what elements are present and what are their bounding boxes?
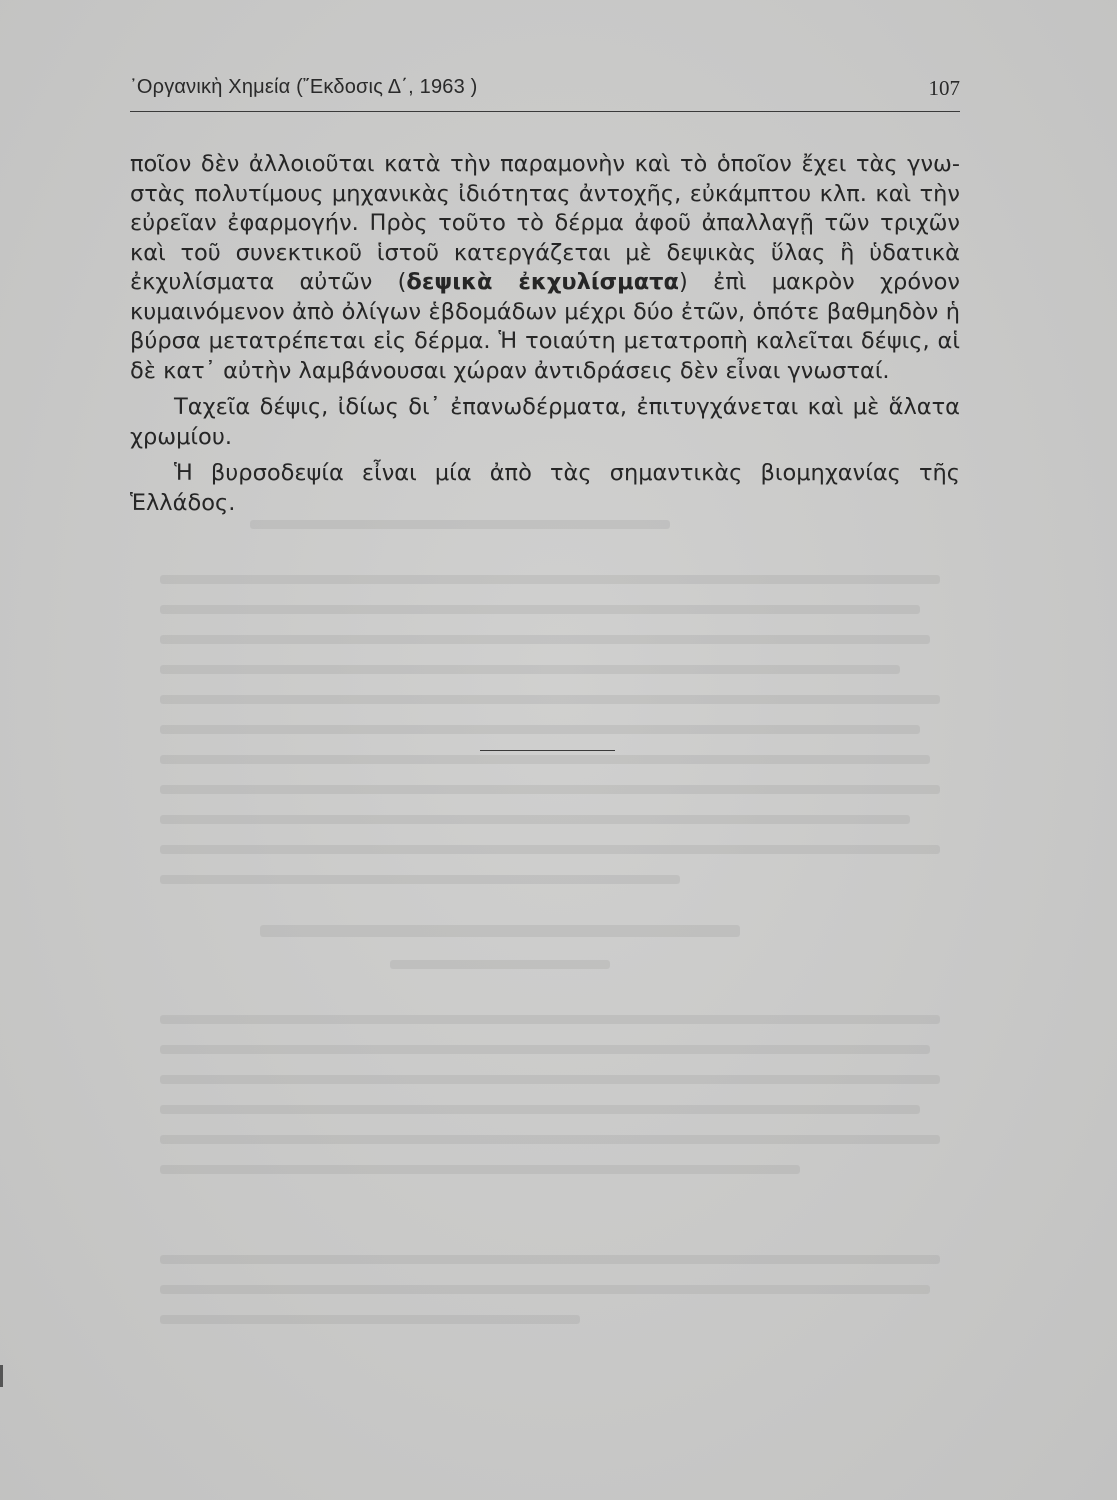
reverse-side-bleed-through: [160, 520, 960, 1420]
paragraph-1-text-before: ποῖον δὲν ἀλλοιοῦται κατὰ τὴν παραμονὴν καὶ τὸ ὁποῖον ἔχει τὰς γνωστὰς πολυτίμους μηχανικὰς ἰδιότητας ἀντοχῆς, εὐκάμπτου κλπ. καὶ τὴν εὐρεῖαν ἐφαρμογήν. Πρὸς τοῦτο τὸ δέρμα ἀφοῦ ἀπαλλαγῇ τῶν τριχῶν καὶ τοῦ συνεκτικοῦ ἱστοῦ κατεργάζεται μὲ δεψικὰς ὕλας ἢ ὑδατικὰ ἐκχυλίσματα αὐτῶν (: [130, 151, 960, 295]
running-title: ᾿Οργανικὴ Χημεία (῎Εκδοσις Δ΄, 1963 ): [130, 76, 478, 98]
paragraph-1-text-after: ) ἐπὶ μακρὸν χρόνον κυμαινόμενον ἀπὸ ὀλίγων ἑβδομάδων μέχρι δύο ἐτῶν, ὁπότε βαθμηδὸν ἡ βύρσα μετατρέπεται εἰς δέρμα. Ἡ τοιαύτη μετατροπὴ καλεῖται δέψις, αἱ δὲ κατ᾿ αὐτὴν λαμβάνουσαι χώραν ἀντιδράσεις δὲν εἶναι γνωσταί.: [130, 269, 960, 384]
running-header: [130, 76, 960, 106]
paragraph-3: Ἡ βυρσοδεψία εἶναι μία ἀπὸ τὰς σημαντικὰς βιομηχανίας τῆς Ἑλλάδος.: [130, 460, 960, 516]
section-end-rule: [480, 750, 615, 751]
page-number: 107: [928, 76, 960, 100]
header-rule: [130, 111, 960, 112]
scan-edge-mark: [0, 1365, 3, 1387]
paragraph-1: [130, 150, 960, 386]
body-text: [130, 150, 960, 518]
bold-term: δεψικὰ ἐκχυλίσματα: [406, 269, 679, 295]
paragraph-2: Ταχεῖα δέψις, ἰδίως δι᾿ ἐπανωδέρματα, ἐπιτυγχάνεται καὶ μὲ ἅλατα χρωμίου.: [130, 394, 960, 450]
